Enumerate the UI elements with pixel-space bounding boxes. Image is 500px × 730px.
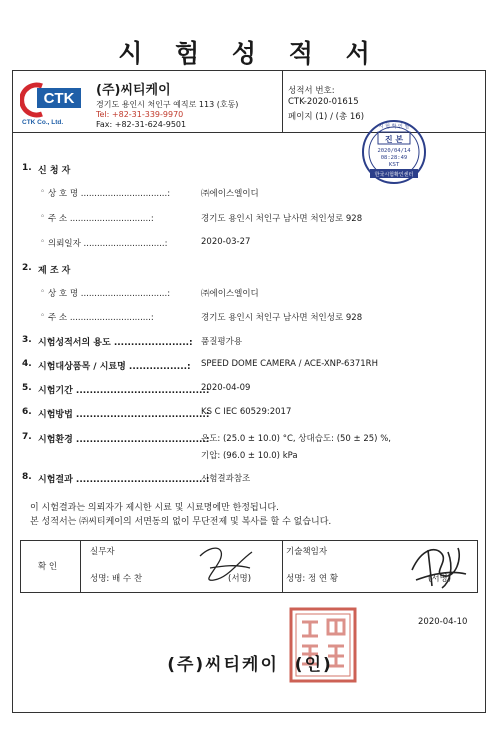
applicant-name-label: 상 호 명 ................................: xyxy=(48,189,171,199)
logo-subtext: CTK Co., Ltd. xyxy=(22,119,64,126)
section-7-number: 7. xyxy=(22,432,32,442)
note-line-1: 이 시험결과는 의뢰자가 제시한 시료 및 시료명에만 한정됩니다. xyxy=(30,503,279,513)
test-result: 시험결과참조 xyxy=(201,474,251,484)
stamp-date: 2020/04/14 xyxy=(377,148,411,154)
issuer-seal-mark: (인) xyxy=(294,655,333,675)
issuer-line xyxy=(0,650,500,675)
company-address: 경기도 용인시 처인구 예직로 113 (호동) xyxy=(96,100,239,109)
logo-text: CTK xyxy=(43,90,75,107)
bullet-marker: ◦ xyxy=(40,187,46,197)
signature-table-divider xyxy=(282,540,283,593)
manager-name: 성명: 정 연 황 xyxy=(286,574,339,584)
manager-seal-label: (서명) xyxy=(428,574,452,584)
section-1-label: 신 청 자 xyxy=(38,166,71,176)
bullet-marker: ◦ xyxy=(40,212,46,222)
cert-number-label: 성적서 번호: xyxy=(288,86,335,96)
document-title: 시 험 성 적 서 xyxy=(118,39,382,68)
stamp-org-abbr: KST xyxy=(388,162,400,168)
report-purpose: 품질평가용 xyxy=(201,337,243,347)
request-date: 2020-03-27 xyxy=(201,237,251,247)
worker-role: 실무자 xyxy=(90,547,115,557)
test-result-label: 시험결과 ......................................: xyxy=(38,475,210,485)
manufacturer-name-label: 상 호 명 ................................: xyxy=(48,289,171,299)
issuer-name: (주)씨티케이 xyxy=(167,655,279,675)
manufacturer-address: 경기도 용인시 처인구 남사면 처인성로 928 xyxy=(201,313,363,323)
section-1-number: 1. xyxy=(22,163,32,173)
confirm-label: 확 인 xyxy=(38,562,58,572)
company-fax: Fax: +82-31-624-9501 xyxy=(96,120,187,129)
manufacturer-address-label: 주 소 ..............................: xyxy=(48,313,154,323)
test-environment-pressure: 기압: (96.0 ± 10.0) kPa xyxy=(201,451,298,461)
request-date-label: 의뢰일자 ..............................: xyxy=(48,239,168,249)
section-3-number: 3. xyxy=(22,335,32,345)
worker-name: 성명: 배 수 찬 xyxy=(90,574,143,584)
stamp-center-text: 진 본 xyxy=(384,135,404,144)
test-period-label: 시험기간 ......................................: xyxy=(38,386,210,396)
section-8-number: 8. xyxy=(22,472,32,482)
section-4-number: 4. xyxy=(22,359,32,369)
manager-role: 기술책임자 xyxy=(286,547,328,557)
company-tel: Tel: +82-31-339-9970 xyxy=(96,110,184,119)
cert-number: CTK-2020-01615 xyxy=(288,97,359,107)
note-line-2: 본 성적서는 ㈜씨티케이의 서면동의 없이 무단전제 및 복사를 할 수 없습니다. xyxy=(30,517,332,527)
header-vertical-divider xyxy=(282,70,283,132)
test-period: 2020-04-09 xyxy=(201,383,251,393)
manager-signature xyxy=(402,540,474,592)
applicant-address: 경기도 용인시 처인구 남사면 처인성로 928 xyxy=(201,214,363,224)
bullet-marker: ◦ xyxy=(40,237,46,247)
test-environment-temp-humidity: 온도: (25.0 ± 10.0) °C, 상대습도: (50 ± 25) %, xyxy=(201,434,391,444)
section-2-label: 제 조 자 xyxy=(38,266,71,276)
applicant-name: ㈜에이스엘이디 xyxy=(201,189,259,199)
applicant-address-label: 주 소 ..............................: xyxy=(48,214,154,224)
section-5-number: 5. xyxy=(22,383,32,393)
bullet-marker: ◦ xyxy=(40,287,46,297)
test-environment-label: 시험환경 ......................................: xyxy=(38,435,210,445)
test-method: KS C IEC 60529:2017 xyxy=(201,407,292,417)
section-2-number: 2. xyxy=(22,263,32,273)
bullet-marker: ◦ xyxy=(40,311,46,321)
stamp-bottom-text: 한국시험확인센터 xyxy=(374,172,414,178)
page-info: 페이지 (1) / (총 16) xyxy=(288,112,365,122)
signature-table-divider xyxy=(80,540,81,593)
worker-signature xyxy=(192,542,262,590)
authenticity-stamp xyxy=(360,118,428,186)
manufacturer-name: ㈜에이스엘이디 xyxy=(201,289,259,299)
stamp-top-text: 시 험 확 인 필 xyxy=(378,124,410,130)
test-method-label: 시험방법 ......................................: xyxy=(38,410,210,420)
test-item: SPEED DOME CAMERA / ACE-XNP-6371RH xyxy=(201,359,378,369)
worker-seal-label: (서명) xyxy=(228,574,252,584)
issue-date: 2020-04-10 xyxy=(418,617,468,627)
test-item-label: 시험대상품목 / 시료명 .................: xyxy=(38,362,191,372)
section-6-number: 6. xyxy=(22,407,32,417)
stamp-time: 08:28:49 xyxy=(380,155,408,161)
report-purpose-label: 시험성적서의 용도 ......................: xyxy=(38,338,193,348)
company-name: (주)씨티케이 xyxy=(96,83,171,98)
